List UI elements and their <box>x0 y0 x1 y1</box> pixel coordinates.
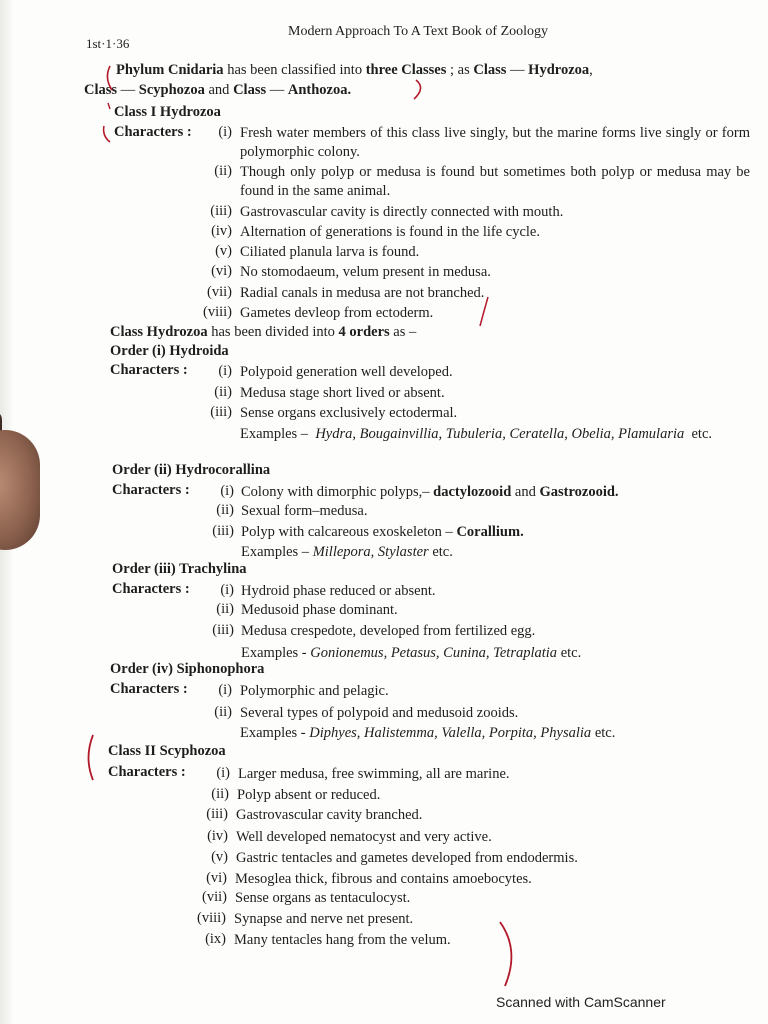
character-item: Sense organs as tentaculocyst. <box>235 890 411 906</box>
character-item: Synapse and nerve net present. <box>234 911 414 927</box>
item-number: (ii) <box>214 163 232 179</box>
character-item: Gametes devleop from ectoderm. <box>240 305 434 321</box>
item-number: (vii) <box>202 889 227 905</box>
item-number: (iii) <box>206 806 228 822</box>
character-item: No stomodaeum, velum present in medusa. <box>240 264 491 280</box>
character-item: Gastric tentacles and gametes developed from endodermis. <box>236 850 578 866</box>
class1-heading: Class I Hydrozoa <box>114 104 221 120</box>
pen-bracket-end <box>500 922 511 986</box>
item-number: (iii) <box>210 203 232 219</box>
item-number: (ii) <box>216 601 234 617</box>
class1-characters-label: Characters : <box>114 124 192 140</box>
order2-heading: Order (ii) Hydrocorallina <box>112 462 271 478</box>
examples-taxa: Gonionemus, Petasus, Cunina, Tetraplatia <box>310 645 558 661</box>
examples-etc: etc. <box>560 645 582 661</box>
examples-taxa: Hydra, Bougainvillia, Tubuleria, Ceratella, Obelia, Plamularia <box>315 426 685 442</box>
character-item: Medusa stage short lived or absent. <box>240 385 445 401</box>
camscanner-watermark: Scanned with CamScanner <box>496 994 666 1010</box>
scyphozoa-term: Scyphozoa <box>138 82 205 98</box>
character-item: Gastrovascular cavity branched. <box>236 807 423 823</box>
item-number: (ii) <box>214 704 232 720</box>
character-item: Radial canals in medusa are not branched. <box>240 285 485 301</box>
item-number: (iii) <box>210 404 232 420</box>
class2-characters-label: Characters : <box>108 764 186 780</box>
orders-line-count: 4 orders <box>338 324 390 340</box>
item-number: (i) <box>216 765 230 781</box>
pen-bracket-characters <box>104 126 110 142</box>
character-item: Medusa crespedote, developed from fertilized egg. <box>241 623 536 639</box>
dash2: — <box>117 82 139 98</box>
examples-taxa: Diphyes, Halistemma, Valella, Porpita, Physalia <box>309 725 592 741</box>
examples-taxa: Millepora, Stylaster <box>312 544 429 560</box>
item-number: (ix) <box>205 931 226 947</box>
item-mid-text: and <box>511 484 540 500</box>
item-number: (viii) <box>197 910 226 926</box>
running-title: Modern Approach To A Text Book of Zoology <box>288 24 549 39</box>
item-number: (i) <box>220 582 234 598</box>
character-item: Mesoglea thick, fibrous and contains amoebocytes. <box>235 871 532 887</box>
examples-label: Examples - <box>241 645 307 661</box>
item-number: (vi) <box>211 263 232 279</box>
item-number: (viii) <box>203 304 232 320</box>
item-number: (v) <box>215 243 232 259</box>
item-number: (i) <box>220 483 234 499</box>
anthozoa-term: Anthozoa. <box>287 82 352 98</box>
orders-line-class: Class Hydrozoa <box>110 324 208 340</box>
character-item: Well developed nematocyst and very active. <box>236 829 492 845</box>
orders-line-text: has been divided into <box>207 324 339 340</box>
pen-bracket-intro-end <box>414 80 421 99</box>
pen-slash-gametes <box>480 297 488 326</box>
hydrozoa-term: Hydrozoa <box>528 62 590 78</box>
item-number: (vi) <box>206 870 227 886</box>
pen-tick-class1 <box>108 103 110 109</box>
examples-label: Examples – <box>241 544 310 560</box>
order2-characters-label: Characters : <box>112 482 190 498</box>
character-item: Hydroid phase reduced or absent. <box>241 583 436 599</box>
item-number: (i) <box>218 124 232 140</box>
intro-text-b: ; as <box>446 62 474 78</box>
item-text: Polyp with calcareous exoskeleton – <box>241 524 457 540</box>
order1-heading: Order (i) Hydroida <box>110 343 229 359</box>
character-item: Polyp absent or reduced. <box>237 787 381 803</box>
examples-etc: etc. <box>432 544 453 560</box>
item-bold-term: Corallium. <box>456 524 524 540</box>
character-item: Several types of polypoid and medusoid zooids. <box>240 705 519 721</box>
order4-characters-label: Characters : <box>110 681 188 697</box>
class2-heading: Class II Scyphozoa <box>108 743 226 759</box>
class1-word: Class <box>473 62 507 78</box>
orders-line-end: as – <box>389 324 417 340</box>
class2-word: Class <box>84 82 118 98</box>
item-number: (v) <box>211 849 228 865</box>
order3-heading: Order (iii) Trachylina <box>112 561 247 577</box>
item-number: (ii) <box>214 384 232 400</box>
character-item: Gastrovascular cavity is directly connected with mouth. <box>240 204 564 220</box>
page-number: 1st·1·36 <box>86 36 130 51</box>
phylum-label: Phylum Cnidaria <box>116 62 224 78</box>
character-item: Ciliated planula larva is found. <box>240 244 420 260</box>
item-bold-term-2: Gastrozooid. <box>539 484 619 500</box>
character-item: Sense organs exclusively ectodermal. <box>240 405 458 421</box>
class3-word: Class <box>233 82 267 98</box>
character-item: Larger medusa, free swimming, all are marine. <box>238 766 510 782</box>
examples-label: Examples – <box>240 426 309 442</box>
character-item: Sexual form–medusa. <box>241 503 368 519</box>
character-item: Polymorphic and pelagic. <box>240 683 389 699</box>
pen-bracket-intro <box>107 66 112 90</box>
item-number: (vii) <box>207 284 232 300</box>
order3-characters-label: Characters : <box>112 581 190 597</box>
item-text: Colony with dimorphic polyps,– <box>241 484 430 500</box>
order1-characters-label: Characters : <box>110 362 188 378</box>
character-item: Polypoid generation well developed. <box>240 364 453 380</box>
comma1: , <box>589 62 593 78</box>
three-classes: three Classes <box>365 62 447 78</box>
examples-label: Examples - <box>240 725 306 741</box>
item-bold-term: dactylozooid <box>433 484 512 500</box>
item-number: (iii) <box>212 523 234 539</box>
examples-etc: etc. <box>691 426 713 442</box>
and-word: and <box>204 82 234 98</box>
intro-text-a: has been classified into <box>223 62 366 78</box>
item-number: (iii) <box>212 622 234 638</box>
pen-bracket-class2 <box>89 735 94 780</box>
character-item: Medusoid phase dominant. <box>241 602 398 618</box>
character-item: Alternation of generations is found in the life cycle. <box>240 224 540 240</box>
dash3: — <box>266 82 288 98</box>
item-number: (iv) <box>211 223 232 239</box>
order4-heading: Order (iv) Siphonophora <box>110 661 265 677</box>
examples-etc: etc. <box>594 725 616 741</box>
item-number: (ii) <box>216 502 234 518</box>
item-number: (i) <box>218 363 232 379</box>
character-item: Though only polyp or medusa is found but sometimes both polyp or medusa may be found in the same animal. <box>240 164 750 199</box>
character-item: Fresh water members of this class live singly, but the marine forms live singly or form polymorphic colony. <box>240 125 750 160</box>
item-number: (ii) <box>211 786 229 802</box>
item-number: (iv) <box>207 828 228 844</box>
item-number: (i) <box>218 682 232 698</box>
dash1: — <box>506 62 529 78</box>
character-item: Many tentacles hang from the velum. <box>234 932 451 948</box>
